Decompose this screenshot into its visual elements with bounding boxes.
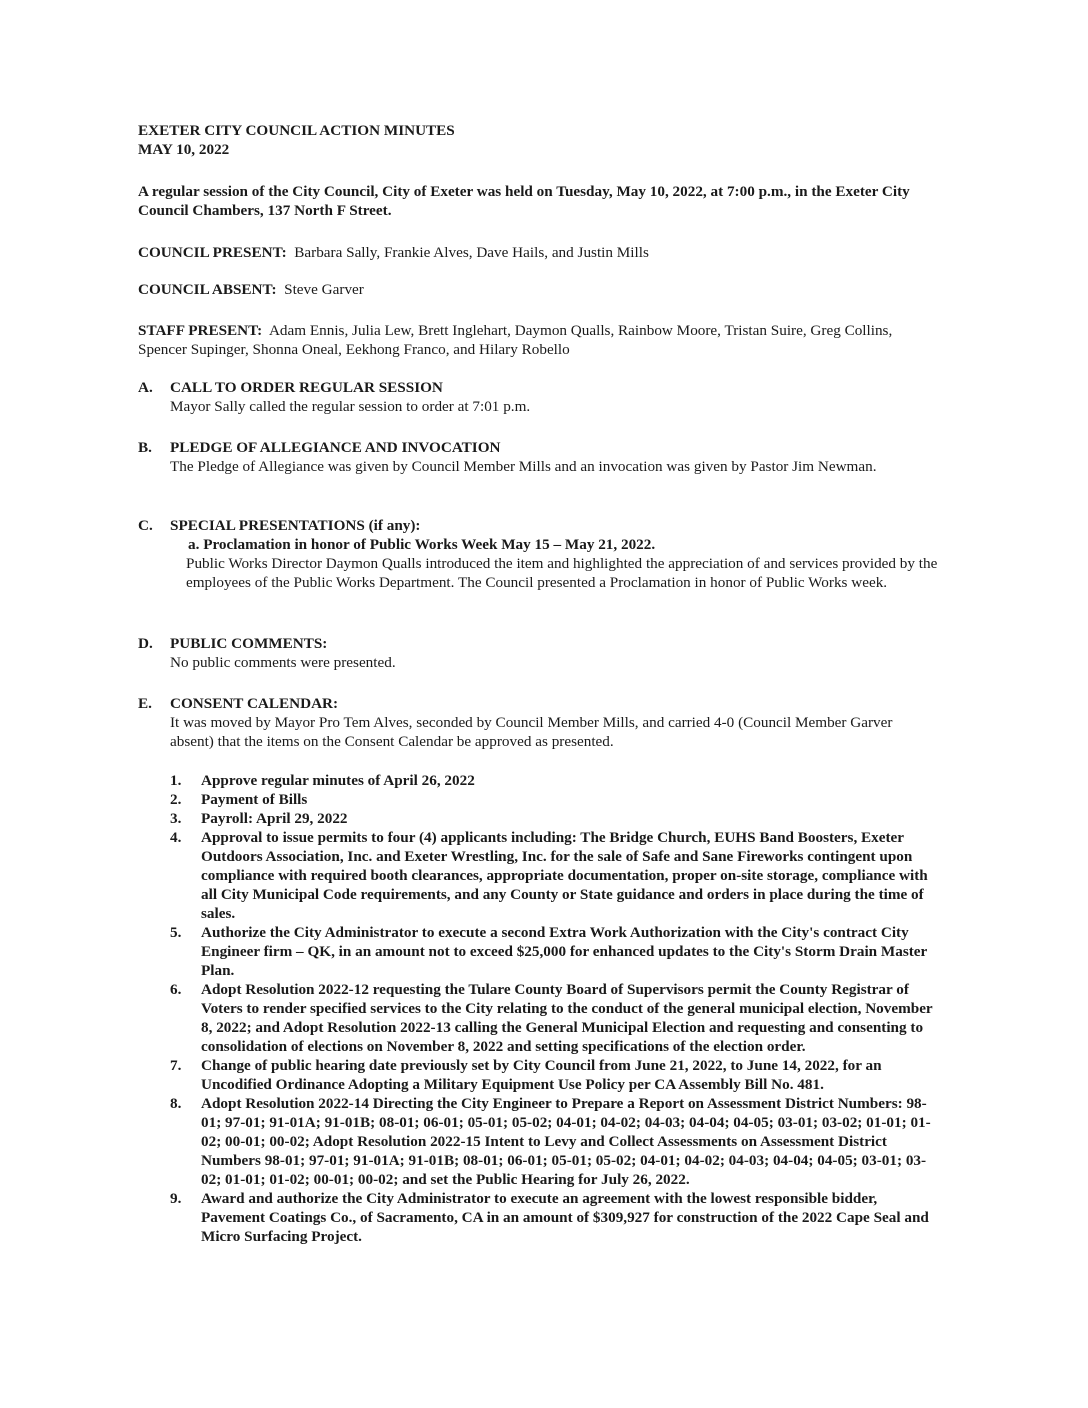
consent-item-number: 3. [170,810,182,827]
list-item [170,809,940,828]
consent-item-number: 7. [170,1057,182,1074]
section-e-title: CONSENT CALENDAR: [170,695,339,712]
section-d-title: PUBLIC COMMENTS: [170,635,328,652]
council-absent-names: Steve Garver [284,281,364,298]
section-d-body: No public comments were presented. [170,654,396,671]
section-d-letter: D. [138,635,153,652]
document-title: EXETER CITY COUNCIL ACTION MINUTES [138,122,455,139]
consent-item-number: 4. [170,829,182,846]
document-header [138,121,938,159]
section-c-body: Public Works Director Daymon Qualls introduced the item and highlighted the appreciation of and services provided by the employees of the Public Works Department. The Council presented a Proclamation in honor of Public Works week. [186,555,938,591]
consent-item-text: Payment of Bills [201,791,308,808]
consent-calendar-list [170,771,940,1246]
staff-present-names: Adam Ennis, Julia Lew, Brett Inglehart, Daymon Qualls, Rainbow Moore, Tristan Suire, Greg Collins, Spencer Supinger, Shonna Oneal, Eekhong Franco, and Hilary Robello [138,322,893,358]
staff-present-label: STAFF PRESENT: [138,322,263,339]
list-item [170,923,940,980]
council-present-names: Barbara Sally, Frankie Alves, Dave Hails, and Justin Mills [294,244,649,261]
consent-item-number: 8. [170,1095,182,1112]
list-item [170,980,940,1056]
consent-item-number: 2. [170,791,182,808]
council-absent-label: COUNCIL ABSENT: [138,281,277,298]
section-a [138,378,938,416]
consent-item-number: 5. [170,924,182,941]
section-a-letter: A. [138,379,153,396]
list-item [170,1094,940,1189]
consent-item-number: 1. [170,772,182,789]
consent-item-text: Change of public hearing date previously set by City Council from June 21, 2022, to June 14, 2022, for an Uncodified Ordinance Adopting a Military Equipment Use Policy per CA Assembly Bill No. 481. [201,1057,882,1093]
section-c [138,516,938,592]
section-b-body: The Pledge of Allegiance was given by Council Member Mills and an invocation was given by Pastor Jim Newman. [170,458,877,475]
section-e-letter: E. [138,695,152,712]
staff-present [138,321,938,359]
section-b-letter: B. [138,439,152,456]
list-item [170,1189,940,1246]
section-c-letter: C. [138,517,153,534]
council-absent [138,280,938,299]
section-b [138,438,938,476]
section-b-title: PLEDGE OF ALLEGIANCE AND INVOCATION [170,439,501,456]
list-item [170,790,940,809]
session-intro: A regular session of the City Council, City of Exeter was held on Tuesday, May 10, 2022, at 7:00 p.m., in the Exeter City Council Chambers, 137 North F Street. [138,183,910,219]
council-present-label: COUNCIL PRESENT: [138,244,287,261]
section-a-body: Mayor Sally called the regular session to order at 7:01 p.m. [170,398,531,415]
section-e [138,694,938,751]
document-date: MAY 10, 2022 [138,141,230,158]
list-item [170,771,940,790]
section-d [138,634,938,672]
consent-item-number: 9. [170,1190,182,1207]
list-item [170,1056,940,1094]
section-a-title: CALL TO ORDER REGULAR SESSION [170,379,443,396]
consent-item-text: Payroll: April 29, 2022 [201,810,348,827]
consent-item-number: 6. [170,981,182,998]
consent-item-text: Approve regular minutes of April 26, 2022 [201,772,475,789]
section-e-body: It was moved by Mayor Pro Tem Alves, seconded by Council Member Mills, and carried 4-0 (Council Member Garver absent) that the items on the Consent Calendar be approved as presented. [170,714,893,750]
consent-item-text: Authorize the City Administrator to execute a second Extra Work Authorization with the City's contract City Engineer firm – QK, in an amount not to exceed $25,000 for enhanced updates to the City's Storm Drain Master Plan. [201,924,928,979]
consent-item-text: Adopt Resolution 2022-14 Directing the City Engineer to Prepare a Report on Assessment District Numbers: 98-01; 97-01; 91-01A; 91-01B; 08-01; 06-01; 05-01; 05-02; 04-01; 04-02; 04-03; 04-04; 04-05; 03-01; 03-02; 01-01; 01-02; 00-01; 00-02; Adopt Resolution 2022-15 Intent to Levy and Collect Assessments on Assessment District Numbers 98-01; 97-01; 91-01A; 91-01B; 08-01; 06-01; 05-01; 05-02; 04-01; 04-02; 04-03; 04-04; 04-05; 03-01; 03-02; 01-01; 01-02; 00-01; 00-02; and set the Public Hearing for July 26, 2022. [201,1095,931,1188]
consent-item-text: Award and authorize the City Administrator to execute an agreement with the lowest responsible bidder, Pavement Coatings Co., of Sacramento, CA in an amount of $309,927 for construction of the 2022 Cape Seal and Micro Surfacing Project. [201,1190,929,1245]
section-c-title: SPECIAL PRESENTATIONS (if any): [170,517,421,534]
consent-item-text: Approval to issue permits to four (4) applicants including: The Bridge Church, EUHS Band Boosters, Exeter Outdoors Association, Inc. and Exeter Wrestling, Inc. for the sale of Safe and Sane Fireworks contingent upon compliance with required booth clearances, appropriate documentation, proper on-site storage, compliance with all City Municipal Code requirements, and any County or State guidance and orders in place during the time of sales. [201,829,928,922]
list-item [170,828,940,923]
consent-item-text: Adopt Resolution 2022-12 requesting the Tulare County Board of Supervisors permit the County Registrar of Voters to render specified services to the City relating to the conduct of the general municipal election, November 8, 2022; and Adopt Resolution 2022-13 calling the General Municipal Election and requesting and consenting to consolidation of elections on November 8, 2022 and setting specifications of the election order. [201,981,933,1055]
section-c-subheading: a. Proclamation in honor of Public Works Week May 15 – May 21, 2022. [188,536,656,553]
council-present [138,243,938,262]
